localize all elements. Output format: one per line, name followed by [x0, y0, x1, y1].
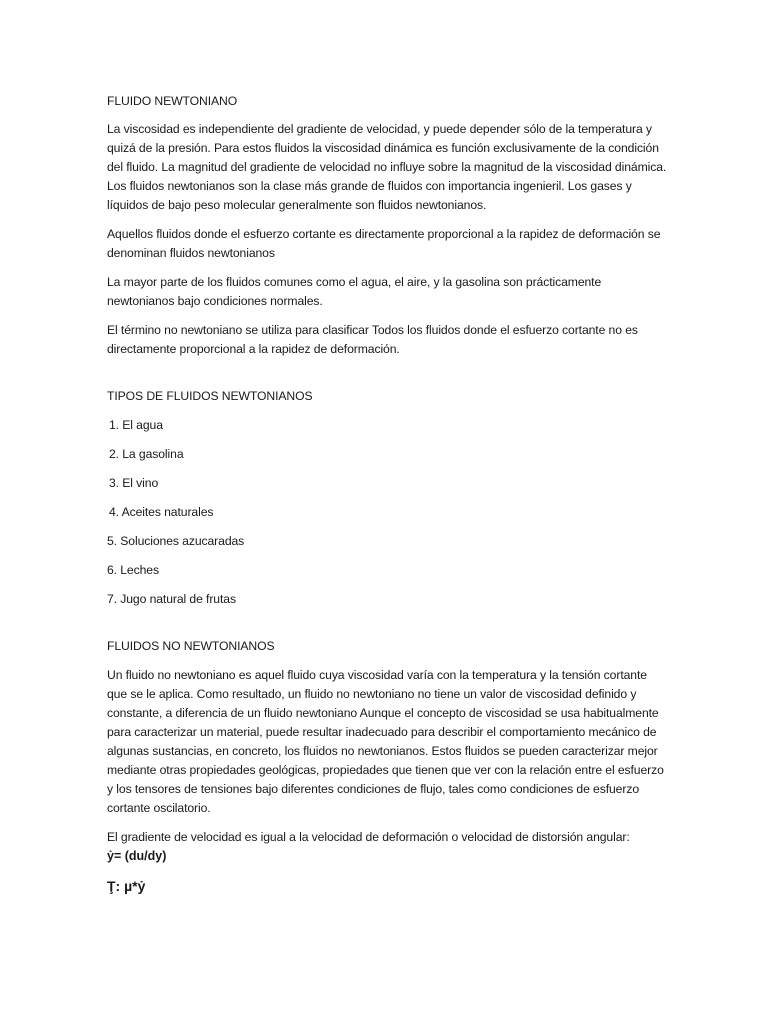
- list-item: 7. Jugo natural de frutas: [107, 592, 236, 606]
- paragraph-definicion: Aquellos fluidos donde el esfuerzo cortante es directamente proporcional a la rapidez de deformación se denominan fluidos newtonianos: [107, 227, 661, 260]
- paragraph-gradiente: El gradiente de velocidad es igual a la velocidad de deformación o velocidad de distorsión angular:: [107, 830, 630, 844]
- paragraph-no-newtoniano: El término no newtoniano se utiliza para clasificar Todos los fluidos donde el esfuerzo cortante no es directamente proporcional a la rapidez de deformación.: [107, 323, 638, 356]
- formula-esfuerzo: Ţ: µ*ẏ: [107, 878, 146, 894]
- list-item: 2. La gasolina: [109, 447, 184, 461]
- types-list: [107, 416, 667, 609]
- paragraph-fluidos-comunes: La mayor parte de los fluidos comunes como el agua, el aire, y la gasolina son prácticamente newtonianos bajo condiciones normales.: [107, 275, 602, 308]
- list-item: 4. Aceites naturales: [109, 505, 214, 519]
- list-item: 6. Leches: [107, 563, 159, 577]
- document-body: [107, 92, 667, 910]
- section-title-tipos: TIPOS DE FLUIDOS NEWTONIANOS: [107, 389, 313, 403]
- section-title-fluido-newtoniano: FLUIDO NEWTONIANO: [107, 94, 238, 108]
- paragraph-viscosidad: La viscosidad es independiente del gradiente de velocidad, y puede depender sólo de la temperatura y quizá de la presión. Para estos fluidos la viscosidad dinámica es función exclusivamente de la condición del fluido. La magnitud del gradiente de velocidad no influye sobre la magnitud de la viscosidad dinámica. Los fluidos newtonianos son la clase más grande de fluidos con importancia ingenieril. Los gases y líquidos de bajo peso molecular generalmente son fluidos newtonianos.: [107, 122, 667, 212]
- list-item: 5. Soluciones azucaradas: [107, 534, 245, 548]
- list-item: 3. El vino: [109, 476, 159, 490]
- section-title-no-newtonianos: FLUIDOS NO NEWTONIANOS: [107, 639, 275, 653]
- list-item: 1. El agua: [109, 418, 163, 432]
- formula-gradiente: ẏ= (du/dy): [107, 849, 167, 863]
- paragraph-no-newtoniano-definicion: Un fluido no newtoniano es aquel fluido cuya viscosidad varía con la temperatura y la tensión cortante que se le aplica. Como resultado, un fluido no newtoniano no tiene un valor de viscosidad definido y constante, a diferencia de un fluido newtoniano Aunque el concepto de viscosidad se usa habitualmente para caracterizar un material, puede resultar inadecuado para describir el comportamiento mecánico de algunas sustancias, en concreto, los fluidos no newtonianos. Estos fluidos se pueden caracterizar mejor mediante otras propiedades geológicas, propiedades que tienen que ver con la relación entre el esfuerzo y los tensores de tensiones bajo diferentes condiciones de flujo, tales como condiciones de esfuerzo cortante oscilatorio.: [107, 668, 664, 815]
